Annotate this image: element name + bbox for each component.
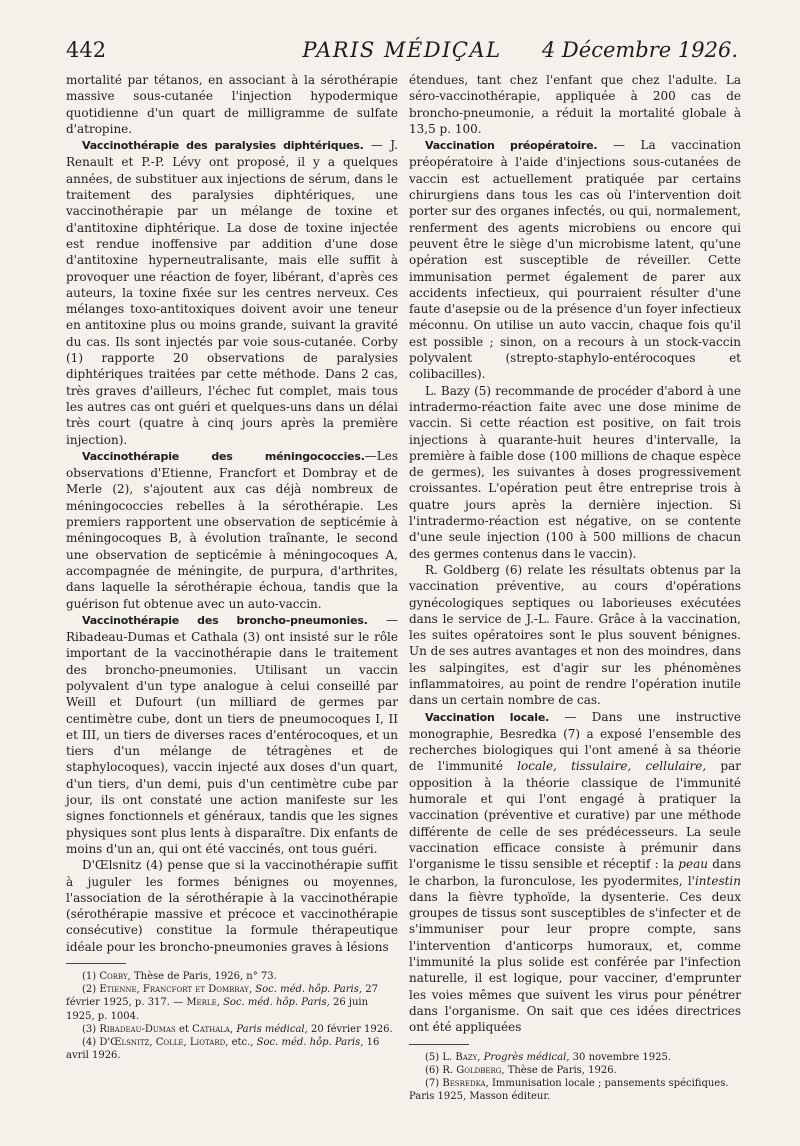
footnote-author: Besredka <box>442 1077 486 1089</box>
paragraph: mortalité par tétanos, en associant à la sérothérapie massive sous-cutanée l'injection hypodermique quotidienne d'un quart de milligramme de sulfate d'atropine. <box>66 73 398 136</box>
section-heading: Vaccinothérapie des broncho-pneumonies. <box>82 613 368 627</box>
section-text: — La vaccination préopératoire à l'aide d'injections sous-cutanées de vaccin est actuellement pratiquée par certains chirurgiens dans tous les cas où l'intervention doit porter sur des organes infectés, ou qui, normalement, renferment des agents microbiens ou encore qui peuvent être le siège d'un microbisme latent, qu'une opération est susceptible de réveiller. Cette immunisation permet également de parer aux accidents infectieux, qui pourraient résulter d'une faute d'asepsie ou de la présence d'un foyer infectieux méconnu. On utilise un auto vaccin, chaque fois qu'il est possible ; sinon, on a recours à un stock-vaccin polyvalent (strepto-staphylo-entérocoques et colibacilles). <box>409 138 741 382</box>
footnote-text: , <box>229 1023 237 1035</box>
footnote-text: , <box>477 1051 484 1063</box>
section-text: — J. Renault et P.-P. Lévy ont proposé, il y a quelques années, de substituer aux injections de sérum, dans le traitement des paralysies diphtériques, une vaccinothérapie par un mélange de toxine et d'antitoxine diphtérique. La dose de toxine injectée est rendue inoffensive par addition d'une dose d'antitoxine hyperneutralisante, mais elle suffit à provoquer une réaction de foyer, libérant, d'après ces auteurs, la toxine fixée sur les centres nerveux. Ces mélanges toxo-antitoxiques doivent avoir une teneur en antitoxine plus ou moins grande, suivant la gravité du cas. Ils sont injectés par voie sous-cutanée. Corby (1) rapporte 20 observations de paralysies diphtériques traitées par cette méthode. Dans 2 cas, très graves d'ailleurs, l'échec fut complet, mais tous les autres cas ont guéri et quelques-uns dans un délai très court (quatre à cinq jours après la première injection). <box>66 138 398 447</box>
section-heading: Vaccinothérapie des paralysies diphtériques. <box>82 139 364 153</box>
footnote-text: 27 février 1925, p. 317. — <box>66 984 378 1009</box>
issue-date: 4 Décembre 1926. <box>541 38 738 62</box>
footnote-author: D'Œlsnitz, Colle, Liotard <box>99 1037 226 1049</box>
footnote-author: Merle <box>186 997 217 1009</box>
footnote-text: , etc., <box>225 1037 257 1049</box>
section-vaccination-locale <box>409 709 741 1036</box>
section-text: — Dans une instructive monographie, Besredka (7) a exposé l'ensemble des recherches biologiques qui l'ont amené à sa théorie de l'immunité <box>409 709 741 774</box>
journal-title: PARIS MÉDIÇAL <box>302 38 502 62</box>
footnote-4 <box>66 1036 398 1062</box>
footnote-source: Soc. méd. hôp. Paris, <box>255 984 363 996</box>
footnote-text: , Immunisation locale ; pansements spécifiques. Paris 1925, Masson éditeur. <box>409 1077 729 1103</box>
footnote-author: Cathala <box>192 1023 230 1035</box>
footnote-5 <box>409 1051 741 1064</box>
footnote-number: (5) <box>425 1051 443 1063</box>
footnote-number: (1) <box>82 971 100 983</box>
emphasis-text: peau <box>678 857 708 872</box>
section-broncho-pneumonies <box>66 612 398 857</box>
footnote-2 <box>66 983 398 1023</box>
footnote-text: 30 novembre 1925. <box>569 1051 671 1063</box>
emphasis-text: locale, tissulaire, cellulaire, <box>517 759 707 774</box>
footnote-divider <box>409 1044 469 1045</box>
footnote-number: (4) <box>82 1037 100 1049</box>
section-text: — Ribadeau-Dumas et Cathala (3) ont insisté sur le rôle important de la vaccinothérapie dans le traitement des broncho-pneumonies. Utilisant un vaccin polyvalent d'un type analogue à celui conseillé par Weill et Dufourt (un milliard de germes par centimètre cube, dont un tiers de pneumocoques I, II et III, un tiers de diverses races d'entérocoques, et un tiers d'un mélange de tétragènes et de staphylocoques), vaccin injecté aux doses d'un quart, d'un tiers, d'un demi, puis d'un centimètre cube par jour, ils ont constaté une action manifeste sur les signes fonctionnels et généraux, tandis que les signes physiques sont plus lents à disparaître. Dix enfants de moins d'un an, qui ont été vaccinés, ont tous guéri. <box>66 612 398 856</box>
page-number: 442 <box>66 38 107 62</box>
section-heading: Vaccination préopératoire. <box>425 139 598 153</box>
section-paralysies <box>66 137 398 448</box>
footnote-3 <box>66 1023 398 1036</box>
footnote-text: , Thèse de Paris, 1926. <box>501 1064 617 1076</box>
section-text: dans la fièvre typhoïde, la dysenterie. Ces deux groupes de tissus sont susceptibles de s'infecter et de s'immuniser pour leur propre compte, sans l'intervention d'anticorps humoraux, et, comme l'immunité la plus solide est conférée par l'infection naturelle, il est logique, pour vacciner, d'emprunter les voies mêmes que suivent les virus pour pénétrer dans l'organisme. On sait que ces idées directrices ont été appliquées <box>409 889 741 1035</box>
paragraph: étendues, tant chez l'enfant que chez l'adulte. La séro-vaccinothérapie, appliquée à 200 cas de broncho-pneumonie, a réduit la mortalité globale à 13,5 p. 100. <box>409 73 741 136</box>
footnote-author: R. Goldberg <box>442 1064 502 1076</box>
footnote-number: (7) <box>425 1077 443 1089</box>
section-heading: Vaccinothérapie des méningococcies. <box>82 449 365 463</box>
footnote-number: (2) <box>82 984 100 996</box>
footnote-text: 20 février 1926. <box>307 1023 393 1035</box>
right-column <box>409 72 741 1103</box>
footnote-source: Progrès médical, <box>483 1051 570 1063</box>
footnote-number: (6) <box>425 1064 443 1076</box>
footnote-author: Corby <box>99 971 128 983</box>
emphasis-text: intestin <box>694 873 741 888</box>
paragraph: R. Goldberg (6) relate les résultats obtenus par la vaccination préventive, au cours d'opérations gynécologiques septiques ou laborieuses exécutées dans le service de J.-L. Faure. Grâce à la vaccination, les suites opératoires sont le plus souvent bénignes. Un de ses autres avantages et non des moindres, dans les salpingites, est d'agir sur les phénomènes inflammatoires, au point de rendre l'opération inutile dans un certain nombre de cas. <box>409 562 741 708</box>
footnote-text: 16 avril 1926. <box>66 1037 380 1062</box>
paragraph: D'Œlsnitz (4) pense que si la vaccinothérapie suffit à juguler les formes bénignes ou moyennes, l'association de la sérothérapie à la vaccinothérapie (sérothérapie massive et précoce et vaccinothérapie consécutive) constitue la formule thérapeutique idéale pour les broncho-pneumonies graves à lésions <box>66 858 398 954</box>
footnote-text: , <box>216 997 224 1009</box>
footnote-author: L. Bazy <box>442 1051 478 1063</box>
footnote-6 <box>409 1064 741 1077</box>
footnote-7 <box>409 1077 741 1103</box>
footnote-source: Soc. méd. hôp. Paris, <box>256 1037 364 1049</box>
footnote-divider <box>66 963 126 964</box>
footnote-text: et <box>175 1023 193 1035</box>
paragraph: L. Bazy (5) recommande de procéder d'abord à une intradermo-réaction faite avec une dose minime de vaccin. Si cette réaction est positive, on fait trois injections à quarante-huit heures d'intervalle, la première à faible dose (100 millions de chaque espèce de germes), les suivantes à doses progressivement croissantes. L'opération peut être entreprise trois à quatre jours après la dernière injection. Si l'intradermo-réaction est négative, on se contente d'une seule injection (100 à 500 millions de chacun des germes contenus dans le vaccin). <box>409 383 741 561</box>
footnote-text: 26 juin 1925, p. 1004. <box>66 997 369 1022</box>
section-text: par opposition à la théorie classique de l'immunité humorale et qui l'ont engagé à pratiquer la vaccination (préventive et curative) par une méthode différente de celle de ses prédécesseurs. La seule vaccination efficace consiste à prémunir dans l'organisme le tissu sensible et réceptif : la <box>409 759 741 872</box>
footnote-source: Soc. méd. hôp. Paris, <box>223 997 330 1009</box>
section-vaccination-preoperatoire <box>409 137 741 382</box>
footnote-author: Ribadeau-Dumas <box>99 1023 176 1035</box>
section-text: dans le charbon, la furonculose, les pyodermites, l' <box>409 857 741 888</box>
section-text: —Les observations d'Etienne, Francfort et Dombray et de Merle (2), s'ajoutent aux cas déjà nombreux de méningococcies rebelles à la sérothérapie. Les premiers rapportent une observation de septicémie à méningocoques B, à évolution traînante, le second une observation de septicémie à méningocoques A, accompagnée de méningite, de purpura, d'arthrites, dans laquelle la sérothérapie échoua, tandis que la guérison fut obtenue avec un auto-vaccin. <box>66 448 398 611</box>
footnote-text: , Thèse de Paris, 1926, n° 73. <box>127 971 277 983</box>
footnote-text: , <box>248 984 256 996</box>
section-heading: Vaccination locale. <box>425 710 550 724</box>
footnote-source: Paris médical, <box>236 1023 308 1035</box>
section-meningococcies <box>66 448 398 612</box>
footnote-number: (3) <box>82 1023 100 1035</box>
footnote-1 <box>66 970 398 983</box>
running-header <box>66 38 738 66</box>
footnote-author: Etienne, Francfort et Dombray <box>99 984 249 996</box>
left-column <box>66 72 398 1062</box>
